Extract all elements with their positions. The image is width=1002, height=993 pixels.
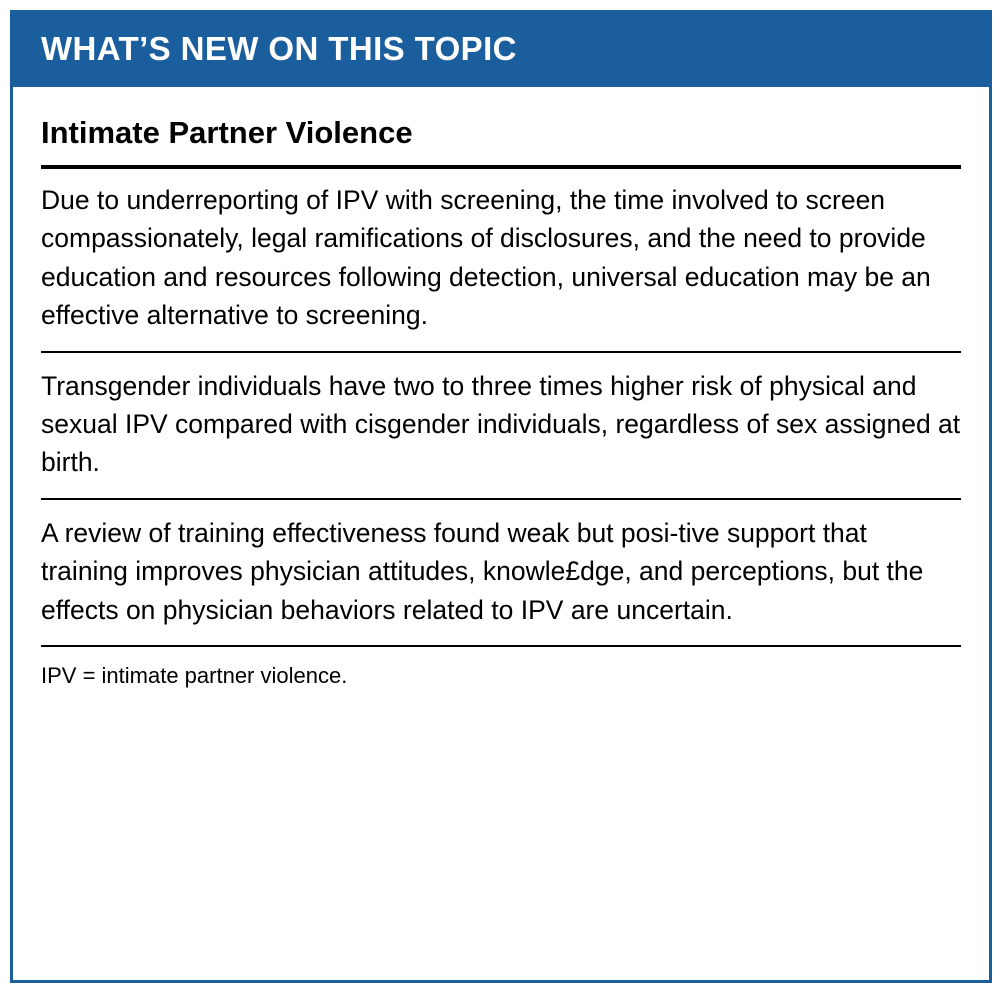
bullet-item: Due to underreporting of IPV with screening, the time involved to screen compassionately, legal ramifications of disclosures, and the need to provide education and resources following detection, universal education may be an effective alternative to screening. [41, 184, 931, 331]
divider [41, 498, 961, 500]
divider [41, 351, 961, 353]
box-body [13, 87, 989, 980]
banner-title: WHAT’S NEW ON THIS TOPIC [41, 30, 517, 67]
bullet-item: A review of training effectiveness found weak but posi-tive support that training improves physician attitudes, knowle£dge, and perceptions, but the effects on physician behaviors related to IPV are uncertain. [41, 517, 924, 625]
bullet-item: Transgender individuals have two to three times higher risk of physical and sexual IPV compared with cisgender individuals, regardless of sex assigned at birth. [41, 370, 961, 478]
page-title: Intimate Partner Violence [41, 115, 413, 151]
callout-box [10, 10, 992, 983]
divider [41, 645, 961, 647]
banner [13, 13, 989, 87]
footnote: IPV = intimate partner violence. [41, 663, 348, 689]
divider-thick [41, 165, 961, 169]
